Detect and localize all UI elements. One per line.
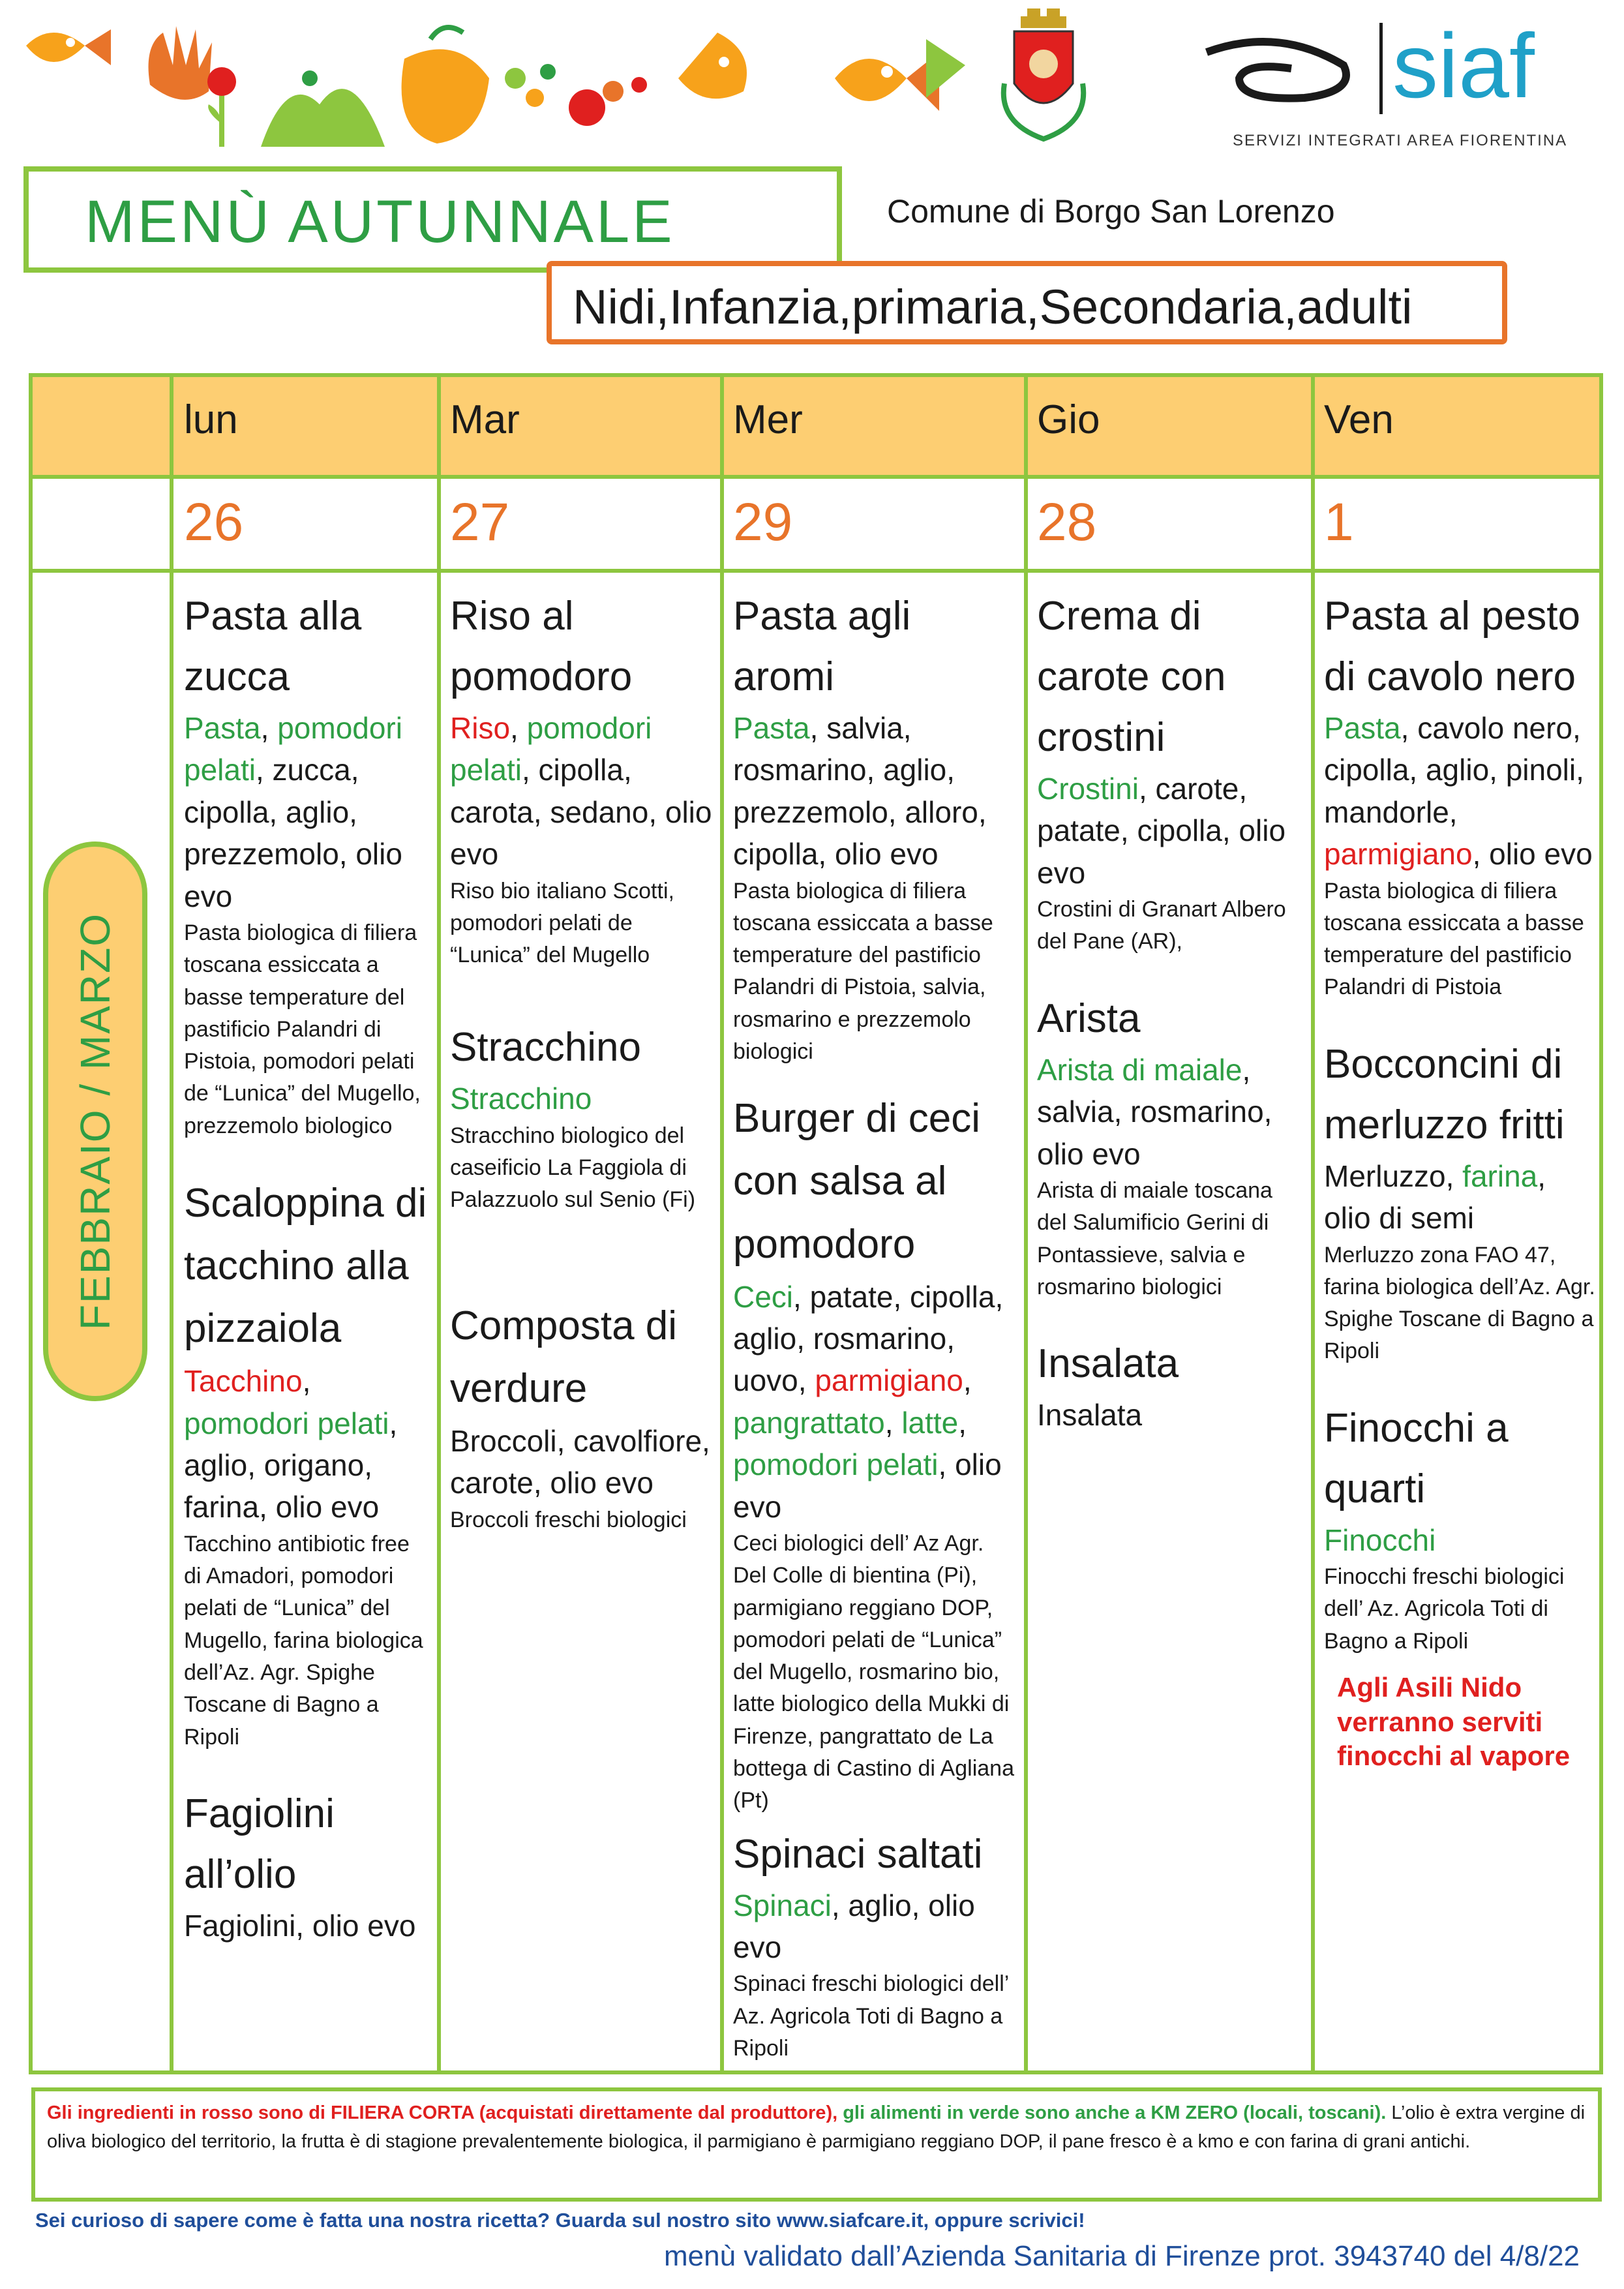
logo-divider — [1379, 23, 1383, 114]
siaf-logo — [1200, 14, 1604, 157]
col-divider — [170, 377, 173, 2070]
dish-title: Arista — [1037, 995, 1141, 1041]
validation-note: menù validato dall’Azienda Sanitaria di Firenze prot. 3943740 del 4/8/22 — [664, 2240, 1580, 2272]
siaf-subtitle: SERVIZI INTEGRATI AREA FIORENTINA — [1233, 132, 1568, 149]
comune-label: Comune di Borgo San Lorenzo — [887, 193, 1335, 230]
col-divider — [1024, 377, 1028, 2070]
dish-ingredients: Arista di maiale, salvia, rosmarino, olio evo — [1037, 1052, 1272, 1171]
municipality-crest-icon — [991, 5, 1096, 149]
dish-title: Pasta alla zucca — [184, 594, 362, 699]
dish-title: Finocchi a quarti — [1324, 1405, 1509, 1511]
website-callout: Sei curioso di sapere come è fatta una nostra ricetta? Guarda sul nostro sito www.siafcare.it, oppure scrivici! — [35, 2209, 1085, 2232]
dish-ingredients: Crostini, carote, patate, cipolla, olio evo — [1037, 772, 1286, 890]
dish-note: Tacchino antibiotic free di Amadori, pomodori pelati de “Lunica” del Mugello, farina biologica dell’Az. Agr. Spighe Toscane di Bagno a Ripoli — [184, 1531, 423, 1750]
dish-ingredients: Ceci, patate, cipolla, aglio, rosmarino, uovo, parmigiano, pangrattato, latte, pomodori pelati, olio evo — [733, 1279, 1004, 1524]
fish-icon — [678, 33, 747, 99]
dish-note: Merluzzo zona FAO 47, farina biologica dell’Az. Agr. Spighe Toscane di Bagno a Ripoli — [1324, 1242, 1595, 1364]
footer-green-note: gli alimenti in verde sono anche a KM ZERO (locali, toscani). — [837, 2102, 1387, 2123]
day-name: Mer — [733, 397, 803, 442]
dish-title: Insalata — [1037, 1341, 1179, 1387]
dish-title: Bocconcini di merluzzo fritti — [1324, 1041, 1565, 1147]
dish-title: Pasta al pesto di cavolo nero — [1324, 594, 1580, 699]
dish-ingredients: Fagiolini, olio evo — [184, 1908, 416, 1943]
dish-ingredients: Stracchino — [450, 1082, 592, 1116]
dish-ingredients: Finocchi — [1324, 1523, 1436, 1557]
dish-ingredients: Insalata — [1037, 1398, 1143, 1433]
dish-ingredients: Broccoli, cavolfiore, carote, olio evo — [450, 1423, 710, 1500]
dish-note: Pasta biologica di filiera toscana essiccata a basse temperature del pastificio Palandri di Pistoia, pomodori pelati de “Lunica” del Mugello, prezzemolo biologico — [184, 920, 421, 1138]
dish-title: Burger di ceci con salsa al pomodoro — [733, 1096, 981, 1267]
day-number: 26 — [184, 493, 244, 552]
menu-column-gio — [1037, 586, 1304, 1436]
dish-ingredients: Tacchino, pomodori pelati, aglio, origano, farina, olio evo — [184, 1364, 398, 1524]
dish-note: Arista di maiale toscana del Salumificio Gerini di Pontassieve, salvia e rosmarino biologici — [1037, 1177, 1272, 1299]
flower-icon — [207, 67, 236, 147]
month-label: FEBBRAIO / MARZO — [72, 912, 119, 1331]
row-divider — [33, 475, 1599, 479]
day-number: 27 — [450, 493, 510, 552]
decorative-fish-illustration — [828, 26, 972, 150]
dish-note: Finocchi freschi biologici dell’ Az. Agricola Toti di Bagno a Ripoli — [1324, 1564, 1565, 1654]
dish-note: Ceci biologici dell’ Az Agr. Del Colle di bientina (Pi), parmigiano reggiano DOP, pomodori pelati de “Lunica” del Mugello, rosmarino bio, latte biologico della Mukki di Firenze, pangrattato de La bottega di Castino di Agliana (Pt) — [733, 1530, 1014, 1813]
dish-title: Crema di carote con crostini — [1037, 594, 1226, 760]
dish-ingredients: Merluzzo, farina, olio di semi — [1324, 1159, 1546, 1235]
day-name: lun — [184, 397, 238, 442]
decorative-fruit-illustration — [13, 7, 783, 150]
orange-icon — [402, 27, 489, 144]
siaf-wordmark: siaf — [1392, 14, 1535, 117]
footer-general-note: L’olio è extra vergine di oliva biologico del territorio, la frutta è di stagione prevalentemente biologica, il parmigiano è parmigiano reggiano DOP, il pane fresco è a kmo e con farina di grani antichi. — [47, 2102, 1586, 2152]
row-divider — [33, 569, 1599, 573]
dish-ingredients: Pasta, pomodori pelati, zucca, cipolla, aglio, prezzemolo, olio evo — [184, 711, 402, 913]
menu-column-mar — [450, 586, 714, 1566]
menu-column-mer — [733, 586, 1020, 2095]
siaf-swirl-icon — [1200, 26, 1370, 117]
audience-label: Nidi,Infanzia,primaria,Secondaria,adulti — [573, 280, 1413, 334]
dish-title: Spinaci saltati — [733, 1831, 983, 1877]
dish-ingredients: Spinaci, aglio, olio evo — [733, 1888, 975, 1965]
dish-note: Spinaci freschi biologici dell’ Az. Agricola Toti di Bagno a Ripoli — [733, 1971, 1009, 2061]
footer-note — [31, 2087, 1602, 2202]
dish-ingredients: Pasta, cavolo nero, cipolla, aglio, pinoli, mandorle, parmigiano, olio evo — [1324, 711, 1593, 872]
day-name: Ven — [1324, 397, 1394, 442]
menu-column-lun — [184, 586, 432, 1947]
dish-title: Pasta agli aromi — [733, 594, 911, 699]
page-title: MENÙ AUTUNNALE — [85, 189, 675, 255]
dish-note: Crostini di Granart Albero del Pane (AR), — [1037, 897, 1286, 954]
col-divider — [720, 377, 724, 2070]
menu-column-ven — [1324, 586, 1598, 1774]
day-number: 28 — [1037, 493, 1097, 552]
dish-title: Stracchino — [450, 1025, 641, 1070]
dish-note: Broccoli freschi biologici — [450, 1507, 687, 1532]
dish-note: Stracchino biologico del caseificio La Faggiola di Palazzuolo sul Senio (Fi) — [450, 1123, 696, 1213]
hand-icon — [149, 26, 213, 100]
col-divider — [437, 377, 441, 2070]
menu-table — [29, 373, 1603, 2074]
dish-title: Composta di verdure — [450, 1303, 678, 1411]
day-number: 29 — [733, 493, 793, 552]
dish-ingredients: Pasta, salvia, rosmarino, aglio, prezzemolo, alloro, cipolla, olio evo — [733, 711, 987, 872]
berries-icon — [505, 64, 647, 126]
dish-note: Pasta biologica di filiera toscana essiccata a basse temperature del pastificio Palandri di Pistoia — [1324, 878, 1584, 1000]
day-number: 1 — [1324, 493, 1354, 552]
day-name: Mar — [450, 397, 520, 442]
day-name: Gio — [1037, 397, 1100, 442]
fish-icon — [26, 29, 111, 65]
nido-notice: Agli Asili Nido verranno serviti finocchi al vapore — [1337, 1672, 1571, 1771]
dish-ingredients: Riso, pomodori pelati, cipolla, carota, sedano, olio evo — [450, 711, 712, 872]
dish-title: Fagiolini all’olio — [184, 1791, 335, 1897]
footer-red-note: Gli ingredienti in rosso sono di FILIERA CORTA (acquistati direttamente dal produttore), — [47, 2102, 838, 2123]
dish-note: Pasta biologica di filiera toscana essiccata a basse temperature del pastificio Palandri di Pistoia, salvia, rosmarino e prezzemolo biologici — [733, 878, 993, 1065]
hill-icon — [261, 70, 385, 147]
dish-title: Riso al pomodoro — [450, 594, 633, 699]
dish-note: Riso bio italiano Scotti, pomodori pelati de “Lunica” del Mugello — [450, 878, 674, 968]
col-divider — [1311, 377, 1315, 2070]
dish-title: Scaloppina di tacchino alla pizzaiola — [184, 1181, 427, 1352]
